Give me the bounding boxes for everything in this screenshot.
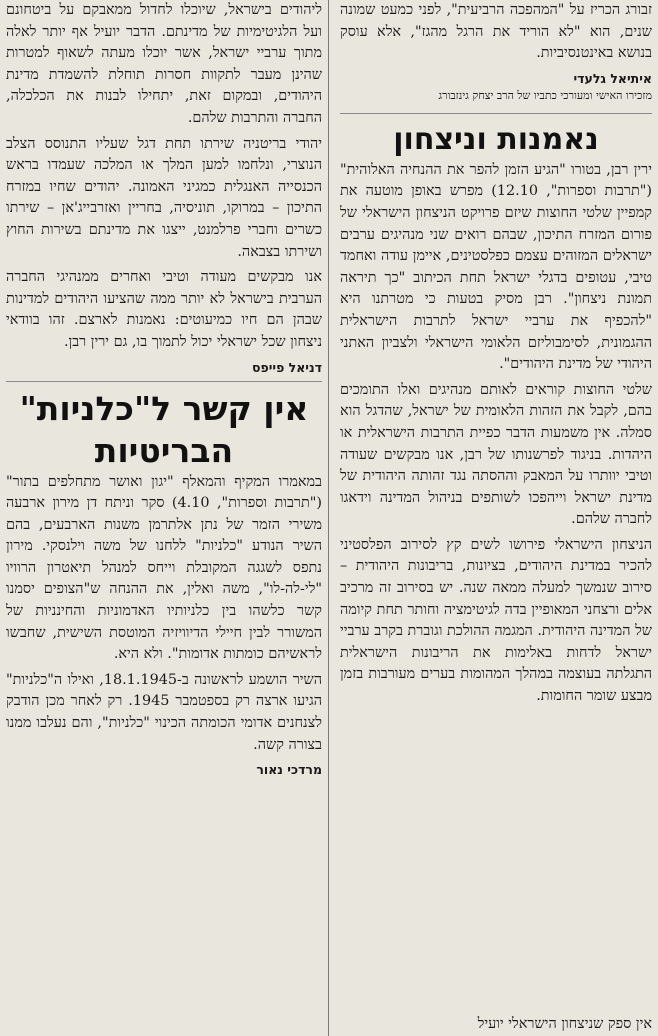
article-paragraph: שלטי החוצות קוראים לאותם מנהיגים ואלו התומכים בהם, לקבל את הזהות הלאומית של ישראל, שהדגל הוא סמלה. אין משמעות הדבר כפיית התרבות הישראלית או היהדות. בניגוד לפרשנותו של רבן, אנו מבקשים שעודה וטיבי יוותרו על המאבק וההסתה נגד זהותה היהודית של מדינת ישראל וייהפכו לשותפים בניהול המדינה וידאגו לחברה שלהם. [340,381,652,528]
article-paragraph: במאמרו המקיף והמאלף "יגון ואושר מתחלפים בתור" ("תרבות וספרות", 4.10) סקר וניתח דן מירון ארבעה משירי הזמר של נתן אלתרמן משנות הארבעים, בהם השיר הנודע "כלניות" ללחנו של משה וילנסקי. מירון נתפס לשגגה המקובלת וייחס למנהל תיאטרון הרוויו "לי-לה-לו", משה ואלין, את ההנחה ש"הצופים יסמנו קשר כלשהו בין כלניותיו האדמוניות והחינניות של המשורר לבין חיילי הדיוויזיה המוטסת השישית, שחבשו לראשיהם כומתות אדומות". ולא היא. [6,473,322,663]
letter-signature-naor: מרדכי נאור [256,762,322,778]
section-divider [6,381,322,382]
section-divider [340,113,652,114]
article-paragraph: אנו מבקשים מעודה וטיבי ואחרים ממנהיגי החברה הערבית בישראל לא יותר ממה שהציעו היהודים למדינות שבהן הם חיו כמיעוטים: נאמנות לארצם. זהו בוודאי ניצחון שכל ישראלי יכול לתמוך בו, גם ירין רבן. [6,269,322,350]
signature-role: מזכירו האישי ומעורכי כתביו של הרב יצחק גינזבורג [438,88,652,102]
letter-signature-giladi: איתיאל גלעדי [573,70,652,86]
headline-kalaniyot: אין קשר ל"כלניות" הבריטיות [19,388,309,470]
article-continued-line: אין ספק שניצחון הישראלי יועיל [477,1016,652,1033]
article-paragraph: ירין רבן, בטורו "הגיע הזמן להפר את ההנחיה האלוהית" ("תרבות וספרות", 12.10) מפרש באופן מוטעה את קמפיין שלטי החוצות שיזם פרויקט הניצחון הישראלי של פורום המזרח התיכון, שבהם רואים שני מנהיגים ערבים ישראלים המזוהים עצמם כפלסטינים, איימן עודה ואחמד טיבי, עטופים בדגלי ישראל תחת הכיתוב "כך תיראה תמונת ניצחון". רבן מסיק בטעות כי מטרתנו היא "להכפיף את ערביי ישראל לתרבות הישראלית ההגמונית, לסימבוליזם הלאומי הישראלי ולצביון האתני היהודי של מדינת היהודים". [340,161,652,373]
article-paragraph: ליהודים בישראל, שיוכלו לחדול ממאבקם על ביטחונם ועל הלגיטימיות של מדינתם. הדבר יועיל אף יותר לאלה מתוך ערביי ישראל, אשר יוכלו מעתה לשאוף למטרות שהינן מעבר לתקוות חסרות תוחלת להשמדת מדינת היהודים, ובמקום זאת, יתחילו לבנות את הכלכלה, החברה והתרבות שלהם. [6,2,322,126]
article-paragraph: השיר הושמע לראשונה ב-18.1.1945, ואילו ה"כלניות" הגיעו ארצה רק בספטמבר 1945. רק לאחר מכן הודבק לצנחנים אדומי הכומתה הכינוי "כלניות", והם נעלבו ממנו בצורה קשה. [6,671,323,753]
letter-ending-paragraph: זבורג הכריז על "המהפכה הרביעית", לפני כמעט שמונה שנים, הוא "לא הוריד את הרגל מהגז", אלא עוסק בנושא באינטנסיביות. [340,2,652,62]
article-paragraph: יהודי בריטניה שירתו תחת דגל שעליו התנוסס הצלב הנוצרי, ונלחמו למען המלך או המלכה שעמדו בראש הכנסייה האנגלית כמגיני האמונה. יהודים שחיו במזרח התיכון – במרוקו, תוניסיה, בחריין ואזרבייג'אן – שירתו כשרים וחברי פרלמנט, ייצגו את מדינתם בשירות החוץ ושירתו בצבאה. [6,135,322,260]
column-divider [328,0,329,1036]
right-column [340,0,652,712]
headline-loyalty-victory: נאמנות וניצחון [393,121,599,157]
left-column [6,0,322,779]
article-paragraph: הניצחון הישראלי פירושו לשים קץ לסירוב הפלסטיני להכיר במדינת היהודים, בציונות, בריבונות היהודית – סירוב שנמשך למעלה ממאה שנה. יש בסירוב זה מרכיב אלים ורצחני המאופיין בדה לגיטימציה וחותר תחת קיומה של המדינה היהודית. המגמה ההולכת וגוברת בקרב ערביי ישראל לדחות באלימות את הריבונות הישראלית התגלתה בעוצמה במהלך המהומות בערים מעורבות בזמן מבצע שומר החומות. [340,536,652,705]
letter-signature-pipes: דניאל פייפס [251,359,322,375]
